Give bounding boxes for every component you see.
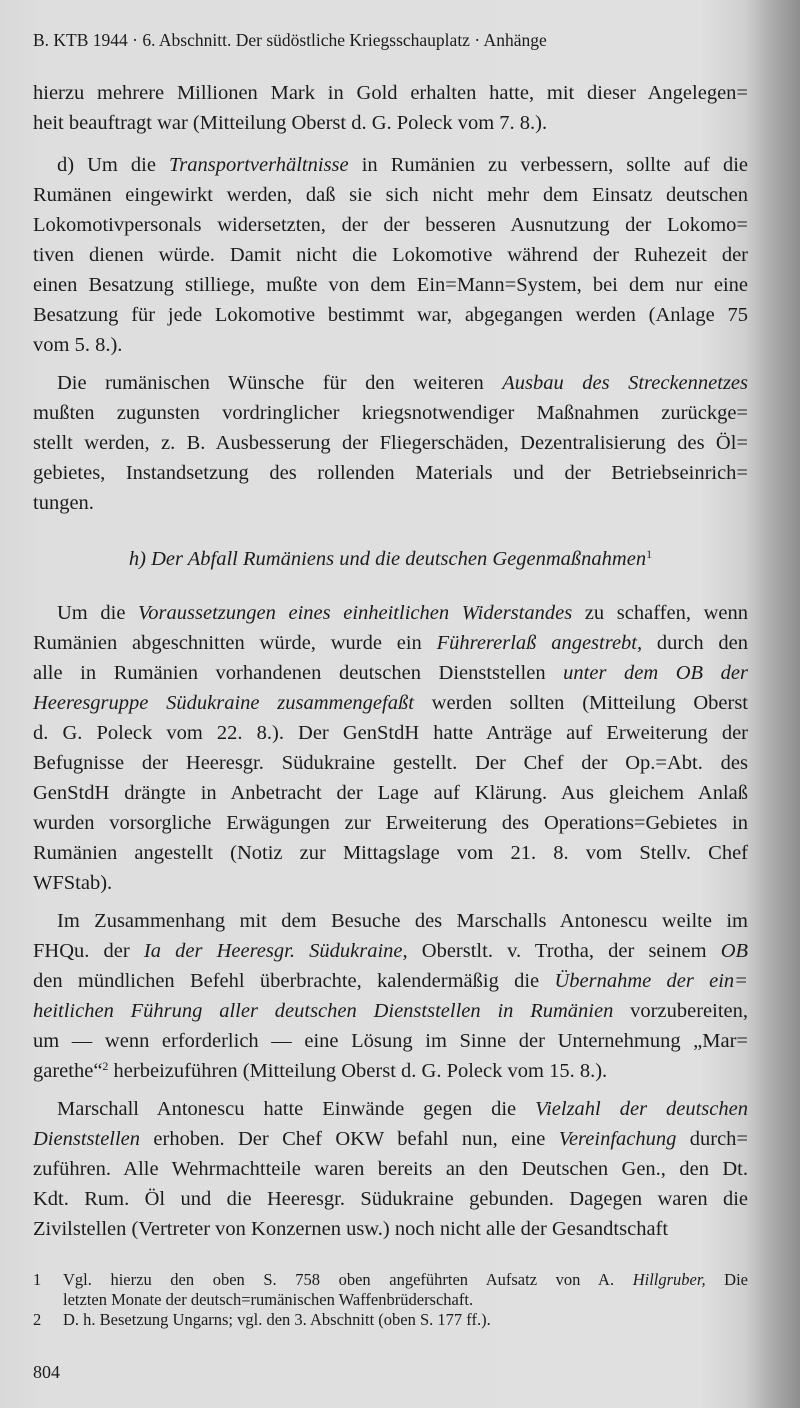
text-line — [33, 368, 748, 398]
text-line: stellt werden, z. B. Ausbesserung der Fliegerschäden, Dezentralisierung des Öl= — [33, 432, 748, 454]
footnote-number: 1 — [33, 1270, 42, 1289]
text-line: hierzu mehrere Millionen Mark in Gold erhalten hatte, mit dieser Angelegen= — [33, 82, 748, 104]
text-line: Besatzung für jede Lokomotive bestimmt war, abgegangen werden (Anlage 75 — [33, 304, 748, 326]
text-line — [33, 598, 748, 628]
paragraph-voraussetzungen — [33, 598, 748, 898]
text-line: vom 5. 8.). — [33, 334, 123, 356]
text-line: mußten zugunsten vordringlicher kriegsnotwendiger Maßnahmen zurückge= — [33, 402, 748, 424]
emphasis: Transportverhältnisse — [169, 154, 349, 176]
text-run: FHQu. der — [33, 940, 144, 962]
emphasis: Ia der Heeresgr. Südukraine, — [143, 940, 408, 962]
emphasis: Hillgruber, — [632, 1270, 706, 1289]
text-run: durch= — [676, 1128, 748, 1150]
text-line — [33, 1056, 748, 1086]
text-line — [33, 688, 748, 718]
text-line: um — wenn erforderlich — eine Lösung im Sinne der Unternehmung „Mar= — [33, 1030, 748, 1052]
text-run: zu schaffen, wenn — [572, 602, 748, 624]
text-line: WFStab). — [33, 872, 113, 894]
text-run: d) Um die — [57, 154, 170, 176]
text-run: Die — [705, 1270, 749, 1289]
text-line: einen Besatzung stilliege, mußte von dem Ein=Mann=System, bei dem nur eine — [33, 274, 748, 296]
text-line: Rumänien angestellt (Notiz zur Mittagslage vom 21. 8. vom Stellv. Chef — [33, 842, 748, 864]
text-run: alle in Rumänien vorhandenen deutschen Dienststellen — [33, 662, 564, 684]
text-line: wurden vorsorgliche Erwägungen zur Erweiterung des Operations=Gebietes in — [33, 812, 748, 834]
footnote-2 — [33, 1310, 748, 1330]
emphasis: Vielzahl der deutschen — [535, 1098, 748, 1120]
text-line — [33, 996, 748, 1026]
text-line: Befugnisse der Heeresgr. Südukraine gestellt. Der Chef der Op.=Abt. des — [33, 752, 748, 774]
text-run: den mündlichen Befehl überbrachte, kalendermäßig die — [33, 970, 555, 992]
text-line: d. G. Poleck vom 22. 8.). Der GenStdH hatte Anträge auf Erweiterung der — [33, 722, 748, 744]
text-line: tiven dienen würde. Damit nicht die Lokomotive während der Ruhezeit der — [33, 244, 748, 266]
text-run: erhoben. Der Chef OKW befahl nun, eine — [140, 1128, 559, 1150]
text-run: Um die — [57, 602, 139, 624]
footnote-line — [63, 1270, 748, 1290]
text-run: garethe“ — [33, 1060, 103, 1082]
footnote-text — [63, 1310, 748, 1330]
paragraph-streckennetz — [33, 368, 748, 518]
text-line: Lokomotivpersonals widersetzten, der der besseren Ausnutzung der Lokomo= — [33, 214, 748, 236]
footnote-line: D. h. Besetzung Ungarns; vgl. den 3. Abschnitt (oben S. 177 ff.). — [63, 1310, 491, 1329]
paragraph-antonescu-visit — [33, 906, 748, 1086]
text-run: vorzubereiten, — [613, 1000, 748, 1022]
text-run: herbeizuführen (Mitteilung Oberst d. G. Poleck vom 15. 8.). — [108, 1060, 608, 1082]
text-line — [33, 1124, 748, 1154]
paragraph-vereinfachung — [33, 1094, 748, 1244]
text-run: Rumänien abgeschnitten würde, wurde ein — [33, 632, 437, 654]
page-number: 804 — [33, 1362, 60, 1382]
text-line — [33, 966, 748, 996]
text-line: Rumänen eingewirkt werden, daß sie sich nicht mehr dem Einsatz deutschen — [33, 184, 748, 206]
footnote-ref[interactable]: 1 — [646, 547, 653, 561]
text-line: Im Zusammenhang mit dem Besuche des Marschalls Antonescu weilte im — [57, 910, 748, 932]
text-line — [33, 658, 748, 688]
section-heading-text: h) Der Abfall Rumäniens und die deutschen Gegenmaßnahmen — [128, 548, 647, 570]
emphasis: Dienststellen — [33, 1128, 141, 1150]
emphasis: Ausbau des Streckennetzes — [502, 372, 748, 394]
text-line — [33, 936, 748, 966]
text-line: gebietes, Instandsetzung des rollenden Materials und der Betriebseinrich= — [33, 462, 748, 484]
emphasis: unter dem OB der — [563, 662, 748, 684]
text-line: heit beauftragt war (Mitteilung Oberst d. G. Poleck vom 7. 8.). — [33, 112, 548, 134]
section-heading — [33, 544, 748, 574]
text-run: Marschall Antonescu hatte Einwände gegen die — [57, 1098, 536, 1120]
emphasis: Vereinfachung — [558, 1128, 677, 1150]
footnote-1 — [33, 1270, 748, 1310]
footnotes — [33, 1270, 748, 1330]
text-run: in Rumänien zu verbessern, sollte auf die — [348, 154, 748, 176]
footnote-number: 2 — [33, 1310, 42, 1329]
text-line: Zivilstellen (Vertreter von Konzernen usw.) noch nicht alle der Gesandtschaft — [33, 1218, 669, 1240]
emphasis: Führererlaß angestrebt, — [436, 632, 643, 654]
text-run: durch den — [642, 632, 748, 654]
emphasis: Voraussetzungen eines einheitlichen Widerstandes — [138, 602, 573, 624]
text-line: zuführen. Alle Wehrmachtteile waren bereits an den Deutschen Gen., den Dt. — [33, 1158, 748, 1180]
footnote-text — [63, 1270, 748, 1310]
footnote-ref[interactable]: 2 — [102, 1059, 109, 1073]
text-run: werden sollten (Mitteilung Oberst — [413, 692, 748, 714]
emphasis: Heeresgruppe Südukraine zusammengefaßt — [33, 692, 414, 714]
paragraph-transport — [33, 150, 748, 360]
footnote-line: letzten Monate der deutsch=rumänischen Waffenbrüderschaft. — [63, 1290, 474, 1309]
text-line — [33, 1094, 748, 1124]
text-line: GenStdH drängte in Anbetracht der Lage auf Klärung. Aus gleichem Anlaß — [33, 782, 748, 804]
text-run: Vgl. hierzu den oben S. 758 oben angeführten Aufsatz von A. — [63, 1270, 633, 1289]
running-header: B. KTB 1944 · 6. Abschnitt. Der südöstliche Kriegsschauplatz · Anhänge — [33, 30, 547, 50]
text-run: Die rumänischen Wünsche für den weiteren — [57, 372, 503, 394]
text-line — [33, 150, 748, 180]
text-line — [33, 628, 748, 658]
emphasis: heitlichen Führung aller deutschen Dienststellen in Rumänien — [33, 1000, 614, 1022]
emphasis: OB — [720, 940, 749, 962]
paragraph-continuation — [33, 78, 748, 138]
emphasis: Übernahme der ein= — [554, 970, 748, 992]
text-line: tungen. — [33, 492, 94, 514]
text-run: Oberstlt. v. Trotha, der seinem — [407, 940, 721, 962]
text-line: Kdt. Rum. Öl und die Heeresgr. Südukraine gebunden. Dagegen waren die — [33, 1188, 748, 1210]
